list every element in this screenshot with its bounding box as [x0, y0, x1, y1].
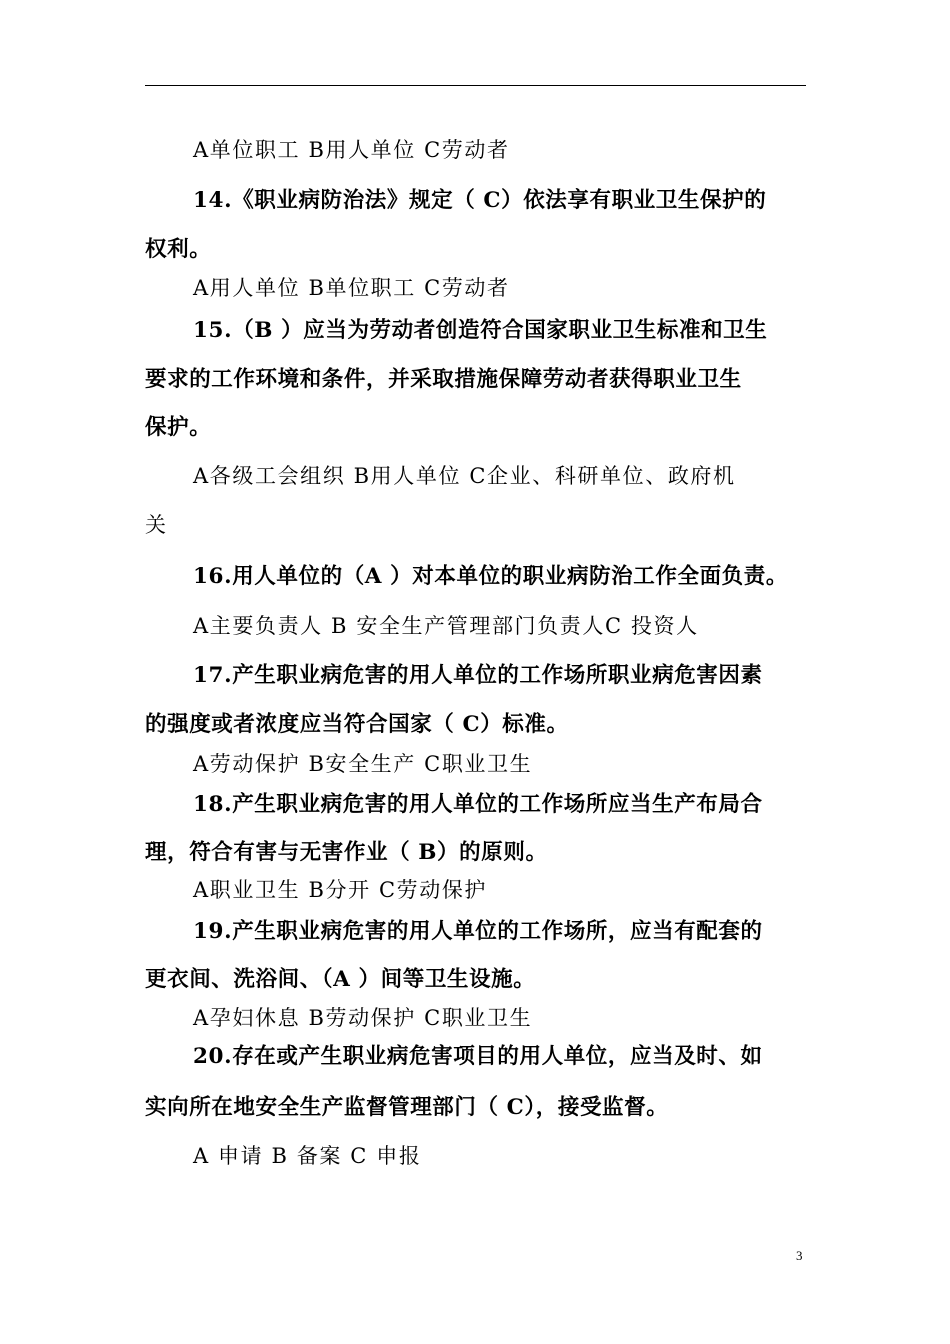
question-16: 16.用人单位的（A ）对本单位的职业病防治工作全面负责。: [193, 564, 788, 589]
question-19: 19.产生职业病危害的用人单位的工作场所，应当有配套的: [193, 919, 763, 944]
answer-options: A孕妇休息 B劳动保护 C职业卫生: [193, 1006, 533, 1030]
question-19-cont: 更衣间、洗浴间、（A ）间等卫生设施。: [145, 967, 536, 992]
question-15-cont: 保护。: [145, 415, 212, 440]
question-17: 17.产生职业病危害的用人单位的工作场所职业病危害因素: [193, 663, 763, 688]
answer-options: A主要负责人 B 安全生产管理部门负责人C 投资人: [193, 614, 699, 638]
answer-options: A职业卫生 B分开 C劳动保护: [193, 878, 488, 902]
question-20: 20.存在或产生职业病危害项目的用人单位，应当及时、如: [193, 1044, 763, 1069]
answer-options: A用人单位 B单位职工 C劳动者: [193, 276, 510, 300]
question-17-cont: 的强度或者浓度应当符合国家（ C）标准。: [145, 712, 569, 737]
question-15: 15.（B ）应当为劳动者创造符合国家职业卫生标准和卫生: [193, 318, 768, 343]
question-18: 18.产生职业病危害的用人单位的工作场所应当生产布局合: [193, 792, 763, 817]
header-rule: [145, 85, 806, 86]
question-15-cont: 要求的工作环境和条件，并采取措施保障劳动者获得职业卫生: [145, 367, 742, 392]
answer-options: A劳动保护 B安全生产 C职业卫生: [193, 752, 533, 776]
question-14: 14.《职业病防治法》规定（ C）依法享有职业卫生保护的: [193, 188, 767, 213]
answer-options: A单位职工 B用人单位 C劳动者: [193, 138, 510, 162]
question-20-cont: 实向所在地安全生产监督管理部门（ C），接受监督。: [145, 1095, 669, 1120]
question-14-cont: 权利。: [145, 237, 212, 262]
answer-options: A各级工会组织 B用人单位 C企业、科研单位、政府机: [193, 464, 736, 488]
page-number: 3: [796, 1248, 803, 1263]
answer-options-cont: 关: [145, 513, 168, 537]
question-18-cont: 理，符合有害与无害作业（ B）的原则。: [145, 840, 548, 865]
answer-options: A 申请 B 备案 C 申报: [193, 1144, 422, 1168]
